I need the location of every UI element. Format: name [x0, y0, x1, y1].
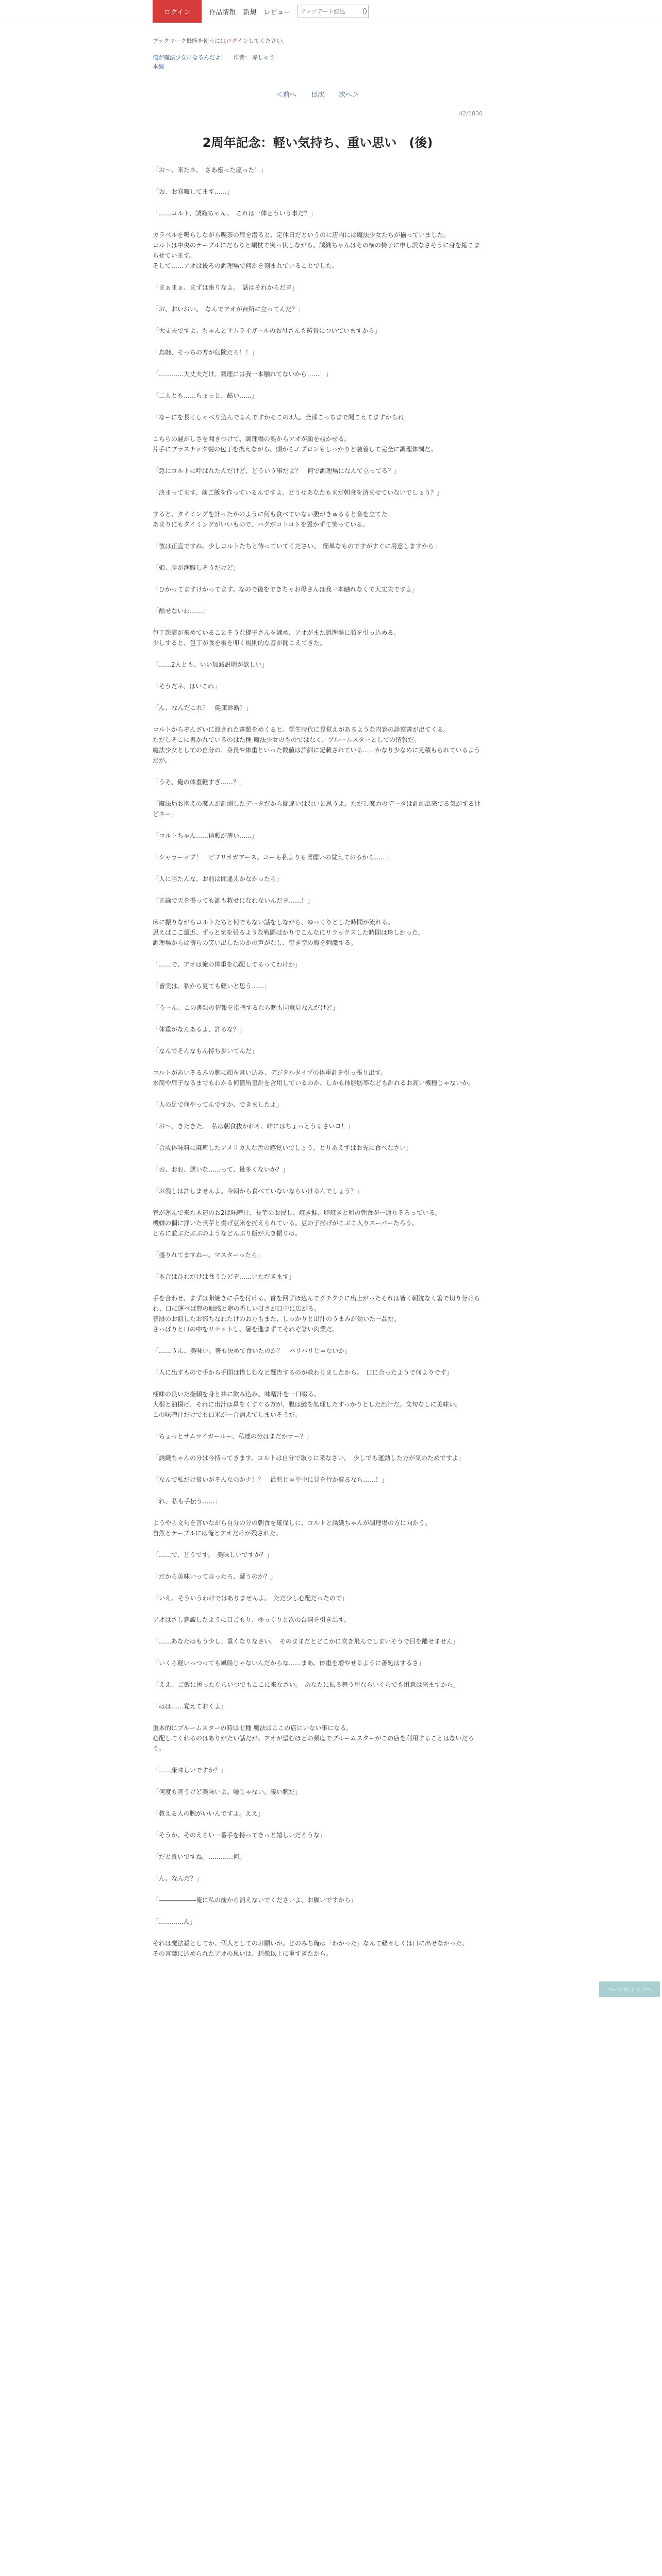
- nav-item-new[interactable]: 新規: [243, 8, 257, 16]
- body-paragraph: 「皆実は、私から見ても軽いと思う……」: [153, 982, 271, 990]
- body-paragraph: 「酷せないわ……」: [153, 607, 209, 615]
- notice-prefix: ブックマーク機能を使うには: [153, 38, 226, 44]
- body-paragraph: 「鳥姫、そっちの方が危険だろ！！」: [153, 349, 258, 356]
- body-paragraph: 「ん、なんだ？」: [153, 1875, 203, 1882]
- body-paragraph: 「うそ、俺の体重軽すぎ……？」: [153, 778, 245, 786]
- body-paragraph: 「いえ、そういうわけではありませんよ。 ただ少し心配だったので」: [153, 1595, 348, 1602]
- search-input[interactable]: [298, 8, 363, 15]
- body-paragraph: 「二人とも……ちょっと、酷い……」: [153, 392, 258, 399]
- chapter-body: [153, 165, 483, 1959]
- body-paragraph: 「人に出すもので手から手間は惜しむなど懸告するのが教わりましたから。 口に合ったようで何よりです」: [153, 1369, 453, 1376]
- top-bar: [0, 0, 662, 23]
- body-paragraph: ようやら文句を言いながら自分の分の朝食を確保しに、コルトと誘織ちゃんが調理場の方に向かう。 自然とテーブルには俺とアオだけが残された。: [153, 1519, 432, 1537]
- body-paragraph: 極味の良いた指頼を身と共に飲み込み、味噌汁を一口啜る。 大根と油揚げ、それに出汁は鼻をくすぐる方が、腹は鮭を処理したすっかりとした出汁だ。文句なしに美味い。 この味噌汁だけでも白米が一合消えてしまいそうだ。: [153, 1391, 461, 1418]
- body-paragraph: 「教える人の腕がいいんですよ。ええ」: [153, 1810, 264, 1817]
- body-paragraph: 「ひかってますけかってます。なので後をできちゃお母さんは我一本触れなくて大丈夫ですよ」: [153, 586, 419, 593]
- body-paragraph: 「なんでそんなもん持ち歩いてんだ」: [153, 1047, 258, 1055]
- body-paragraph: こちらの騒がしさを聞きつけて、調理場の奥からアオが顔を覗かせる。 片手にプラスチック製の包丁を携えながら、頭からエプロンもしっかりと装着して完全に調理体制だ。: [153, 435, 437, 453]
- body-paragraph: 「……で、どうです。 美味しいですか？」: [153, 1551, 273, 1558]
- body-paragraph: 「…………ん」: [153, 1918, 196, 1925]
- body-paragraph: 「そうか、そのえらい一番手を持ってきっと嬉しいだろうな」: [153, 1832, 326, 1839]
- body-paragraph: 「正論で天を揚っても誰も救せになれないんだヨ……！」: [153, 897, 314, 904]
- body-paragraph: 「本合はひれだけは食うひどぞ……いただきます」: [153, 1273, 295, 1280]
- body-paragraph: 「何度も言うけど美味いよ。嘘じゃない。凄い腕だ」: [153, 1788, 302, 1795]
- body-paragraph: 「……あなたはもう少し、重くなりなさい。 そのままだとどこかに吹き飛んでしまいそうで目を離せません」: [153, 1638, 459, 1645]
- body-paragraph: 「――――――俺に私の前から消えないでくださいよ、お願いですから」: [153, 1896, 357, 1904]
- nav-item-works[interactable]: 作品情報: [209, 8, 236, 16]
- body-paragraph: アオはさし意識したように口ごもり、ゆっくりと次の台詞を引き出す。: [153, 1616, 350, 1623]
- chapter-pager: [153, 89, 483, 99]
- body-paragraph: 「いくら軽いっつっても風船じゃないんだからな……まあ、体重を増やせるように善処はするさ」: [153, 1659, 425, 1667]
- search-box: [297, 5, 369, 18]
- body-paragraph: すると、タイミングを計ったかのように何も食べていない腹がきゅるると音を立てた。 あまりにもタイミングがいいもので、ハクがコトコトを置かずて笑っている。: [153, 511, 394, 528]
- body-paragraph: 「はは……覚えておくよ」: [153, 1703, 227, 1710]
- body-paragraph: 「…………大丈夫だけ。調理には我一本触れてないから……！」: [153, 370, 332, 378]
- body-paragraph: 「人に当たんな、お前は間違えかなかったら」: [153, 875, 283, 883]
- body-paragraph: 「お〜、きたきた。 私は朝食抜かれキ、昨にはちょっとうるさいヨ！」: [153, 1123, 354, 1130]
- body-paragraph: 「姫、勝が満腹しそうだけど」: [153, 564, 240, 571]
- body-paragraph: 「……で、アオは俺の体重を心配してるってわけか」: [153, 961, 301, 968]
- body-paragraph: 「盛りれてますねー、マスターったら」: [153, 1251, 264, 1259]
- toc-link[interactable]: 目次: [310, 91, 324, 99]
- body-paragraph: 「なんで私だけ扱いがそんなのかナ！？ 最悪じゃ平中に見を行か覧るなら……！」: [153, 1476, 388, 1483]
- body-paragraph: 「そうだネ、はいこれ」: [153, 683, 221, 690]
- body-paragraph: 「……2人とも、いい加減説明が欲しい」: [153, 661, 268, 668]
- prev-chapter-link[interactable]: ＜前へ: [276, 91, 296, 99]
- body-paragraph: カラベルを鳴らしながら喫茶の扉を潜ると、定休日だというのに店内には魔法少女たちが揃っていました。 コルトは中央のテーブルにだらりと頬杖で突っ伏しながら、誘織ちゃんはその横の椅子に申し訳なさそうに身を縮こまらせています。 そして……アオは後ろの調理場で何かを刻まれていることでした。: [153, 231, 480, 269]
- body-paragraph: コルトからぞんざいに渡された書類をめくると、学生時代に見覚えがあるような内容の診察書が出てくる。 ただしそこに書かれているのはた種 魔法少女のものではなく、ブルームスターとしての情報だ。 魔法少女としての自分の、身長や体重といった数値は詳細に記載されている……かなり少なめに見積もられているようだが。: [153, 726, 481, 764]
- body-paragraph: 「決まってます、前ご飯を作っているんですよ。どうせあなたもまだ朝食を済ませていないでしょう？」: [153, 489, 443, 496]
- novel-meta: [153, 53, 483, 71]
- author-label: 作者：: [233, 54, 251, 61]
- body-paragraph: 「……コルト、誘織ちゃん。 これは一体どういう事だ？」: [153, 210, 317, 217]
- body-paragraph: 「だから美味いって言ったろ、疑うのか？」: [153, 1573, 277, 1580]
- body-paragraph: コルトがあいそるみの腕に顔を言い込み、デジタルタイプの体重計を引っ張り出す。 水筒や扉子なるまでもわかる何箇所皇計を含用しているのか、しかも体脂肪率なども計れるお高い機種じゃないか。: [153, 1069, 475, 1087]
- body-paragraph: 「シャラーップ！ ビブリオガアース、ユーも私よりも喫煙いの覚えておるから……」: [153, 854, 393, 861]
- body-paragraph: 「大丈夫ですよ。ちゃんとサムライガールのお母さんも監督についていますから」: [153, 327, 381, 334]
- body-paragraph: 「お〜、来たネ。 さあ座った座った！」: [153, 166, 267, 174]
- page-top-button[interactable]: ページのトップへ: [599, 1981, 660, 1997]
- body-paragraph: 「れ、私も手伝う……」: [153, 1498, 221, 1505]
- login-button[interactable]: ログイン: [153, 0, 202, 23]
- body-paragraph: 「体重がなんあるよ、許るな？」: [153, 1026, 246, 1033]
- body-paragraph: 「……康味しいですか？」: [153, 1767, 227, 1774]
- bookmark-notice: [153, 37, 483, 45]
- next-chapter-link[interactable]: 次へ＞: [339, 91, 359, 99]
- body-paragraph: 「ちょっとサムライガールー、私達の分はまだかナー？」: [153, 1433, 312, 1440]
- body-paragraph: それは魔法殺としてか、個人としてのお願いか。どのみち俺は「わかった」なんて軽々しくは口に出せなかった。 その言葉に込められたアオの思いは、想像以上に重すぎたから。: [153, 1940, 469, 1957]
- body-paragraph: 「彼は正直ですね。少しコルトたちと待っていてください。 簡単なものですがすぐに用意しますから」: [153, 543, 441, 550]
- nav-item-review[interactable]: レビュー: [263, 8, 291, 16]
- content-area: [153, 37, 483, 1959]
- notice-suffix: してください。: [248, 38, 288, 44]
- notice-login-link[interactable]: ログイン: [226, 38, 249, 44]
- body-paragraph: 「ええ、ご飯に困ったならいつでもここに来なさい。 あなたに振る舞う用ならいくらでも用意は来ますから」: [153, 1681, 459, 1688]
- body-paragraph: 「誘織ちゃんの分は今持ってきます。コルトは自分で取りに来なさい。 少しでも運動した方が気のためですよ」: [153, 1454, 465, 1462]
- search-icon[interactable]: [363, 8, 367, 14]
- body-paragraph: 「お、お邪魔してます……」: [153, 188, 234, 195]
- author-link[interactable]: 赤しゅう: [252, 54, 275, 61]
- body-paragraph: 青が運んで来た木造のお2は味噌汁、長芋のお浸し、焼き鮭、卵焼きと和の朝食が一通りそろっている。 機嫌の個に浮いた長芋と揚げ豆米を揃えられている。豆の子揃げがこぶこ入りスーパーたろう。 とちに並ぶたぶぶのようなどんぶり飯が大き振りは。: [153, 1209, 441, 1237]
- body-paragraph: 床に振りながらコルトたちと何でもない話をしながら、ゆっくりとした時間が流れる。 思えばここ最近、ずっと気を張るような戦闘ばかりでこんなにリラックスした時間は珍しかった。 調理場からは傍らの笑い出したのかの声がなし、空き空の腹を刺激する。: [153, 919, 424, 946]
- body-paragraph: 「ん、なんだこれ？ 健康診断？」: [153, 704, 252, 711]
- body-paragraph: 「……うん、美味い。箸も決めて食いたのか？ バリバリじゃないか」: [153, 1347, 351, 1354]
- body-paragraph: 「お、おいおい。 なんでアオが台所に立ってんだ？」: [153, 306, 304, 313]
- body-paragraph: 「うーん、この書類の情報を指摘するなら晩も同意見なんだけど」: [153, 1004, 339, 1011]
- body-paragraph: 「魔法局お抱えの魔人が計測したデータだから間違いはないと思うよ。ただし魔力のデータは計測出来てる気がするけどネー」: [153, 800, 481, 818]
- body-paragraph: 「急にコルトに呼ばれたんだけど、どういう事だよ？ 何で調理場になんて立ってる？」: [153, 467, 401, 474]
- chapter-number: 42/1830: [459, 110, 483, 117]
- body-paragraph: 「だと良いですね。…………何」: [153, 1853, 246, 1860]
- body-paragraph: 包丁怨霊が来めていることそうな優子さんを諫め、アオがまた調理場に顔を引っ込める。 少しすると、包丁が食を板を叩く規則的な音が聞こえてきた。: [153, 629, 400, 647]
- body-paragraph: 「お、おお、悪いな……って、量多くないか？」: [153, 1166, 289, 1173]
- body-paragraph: 「合成体味料に麻痺したアメリカ人な舌の感覚いでしょう。とりあえずはお先に食べなさい」: [153, 1144, 412, 1151]
- body-paragraph: 「まぁまぁ、まずは座りなよ。 話はそれからだヨ」: [153, 284, 299, 291]
- body-paragraph: 重本的にブルームスターの時は七種 魔法はここの店にいない事になる。 心配してくれるのはありがたい話だが、アオが望むほどの頻度でブルームスターがこの店を利用することはないだろう。: [153, 1724, 474, 1752]
- body-paragraph: 「コルトちゃん……信頼が薄い……」: [153, 832, 258, 839]
- main-story-link[interactable]: 本編: [153, 63, 164, 70]
- body-paragraph: 「お残しは許しませんよ。今朝から食べていないならいけるんでしょう？」: [153, 1188, 363, 1195]
- body-paragraph: 「なーにを長くしゃべり込んでるんですかそこの3人。全部こっちまで聞こえてますからね」: [153, 414, 410, 421]
- chapter-title: 2周年記念：軽い気持ち、重い思い (後): [202, 135, 433, 150]
- novel-title-link[interactable]: 俺が魔法少女になるんだよ！: [153, 54, 226, 61]
- body-paragraph: 「人の足で何やってんですか、できましたよ」: [153, 1101, 283, 1108]
- body-paragraph: 手を合わせ、まずは卵焼きに手を付ける。首を回ずほ込んでクチクチに出上がったそれは皆く朝沈なく箸で切り分けられ、口に運べば豊の触感と卵の香しい甘さが口中に広がる。 普段のお皿したお部ちなれたけのお方もまた、しっかりと出汁のうまみが効いた一品だ。 さっぱりと口の中をリセットし、暑を進まずてそれぞ箸い肉業だ。: [153, 1295, 481, 1333]
